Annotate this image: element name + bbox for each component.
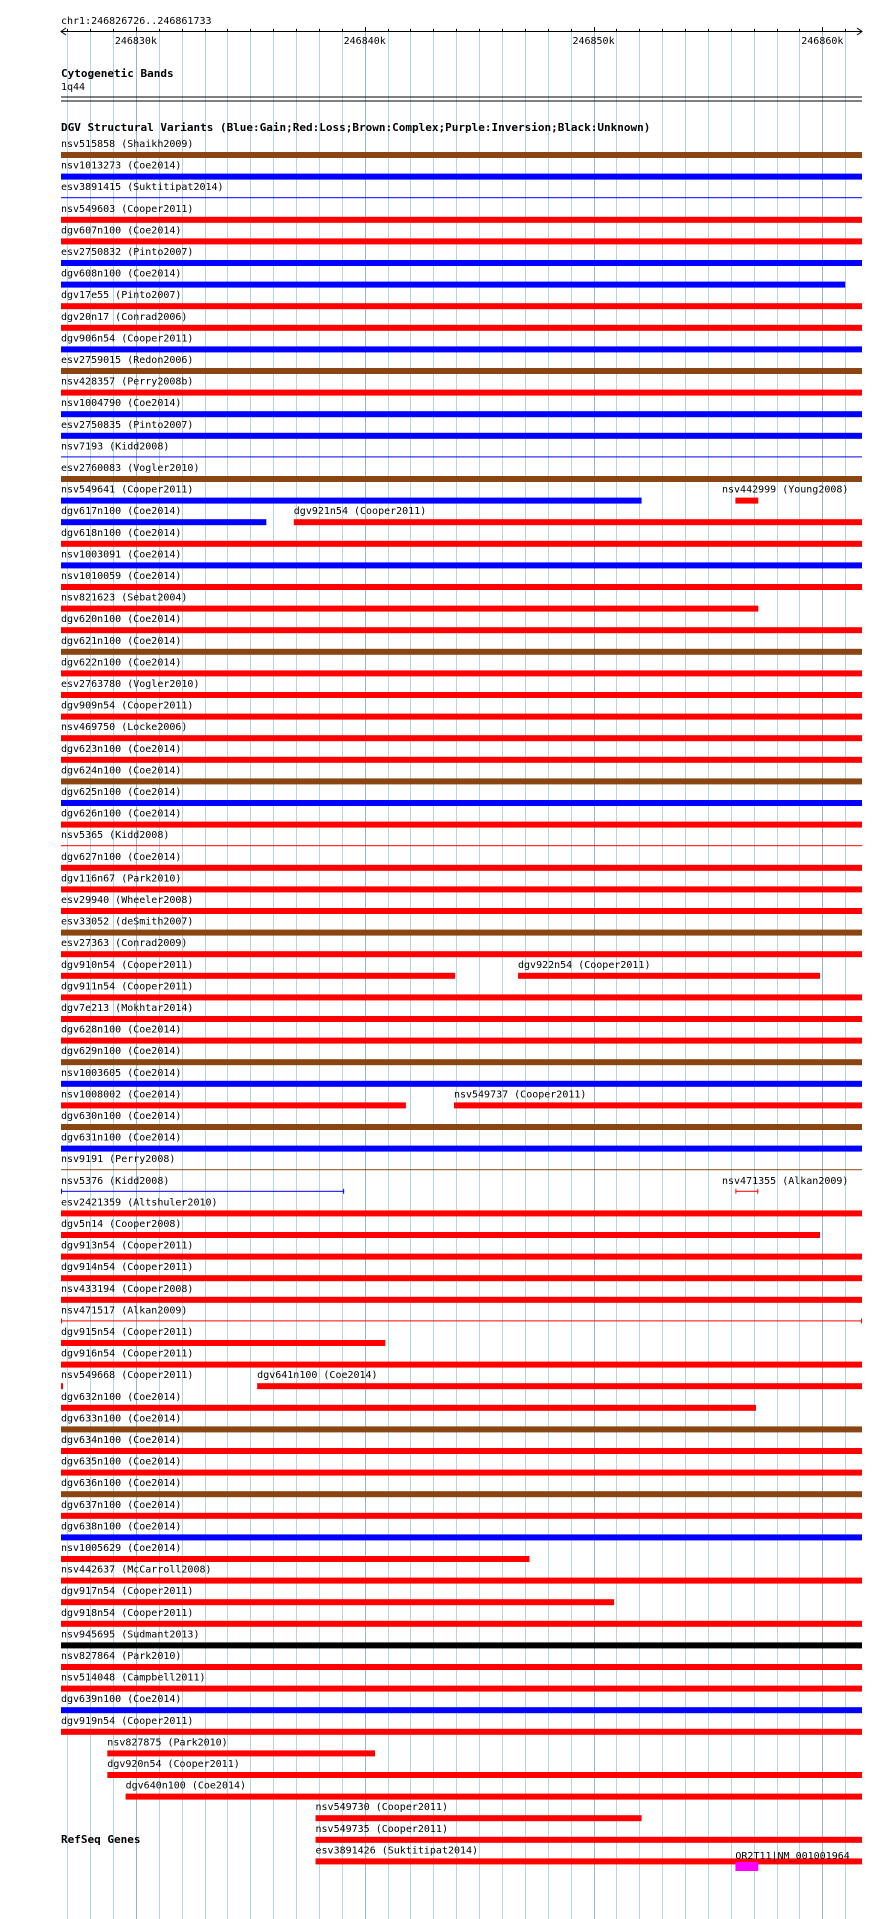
dgv-variant-bar: [61, 1448, 862, 1454]
dgv-variant-label: nsv821623 (Sebat2004): [61, 592, 188, 604]
dgv-variant-label: dgv906n54 (Cooper2011): [61, 333, 194, 345]
ruler-tick-label: 246840k: [343, 36, 386, 47]
dgv-variant[interactable]: [61, 1565, 862, 1584]
dgv-variant-bar: [61, 1059, 862, 1065]
dgv-variant-bar: [107, 1772, 862, 1778]
dgv-variant-label: nsv9191 (Perry2008): [61, 1154, 176, 1166]
dgv-variant[interactable]: [61, 1457, 862, 1476]
refseq-track-title: RefSeq Genes: [61, 1833, 141, 1846]
dgv-variant[interactable]: [61, 765, 862, 784]
dgv-variant-label: nsv469750 (Locke2006): [61, 722, 188, 734]
dgv-variant[interactable]: [61, 1284, 862, 1303]
dgv-variant[interactable]: [61, 701, 862, 720]
dgv-variant-label: nsv1010059 (Coe2014): [61, 571, 182, 582]
dgv-variant-bar: [61, 368, 862, 374]
dgv-variant-label: nsv827864 (Park2010): [61, 1651, 182, 1662]
dgv-variant-label: dgv641n100 (Coe2014): [257, 1370, 378, 1382]
dgv-variant[interactable]: [61, 1262, 862, 1281]
dgv-variant-label: dgv607n100 (Coe2014): [61, 225, 182, 237]
dgv-variant-bar: [61, 1578, 862, 1584]
dgv-variant-bar: [61, 1254, 862, 1260]
dgv-variant-start-cap: [61, 1189, 62, 1194]
dgv-variant-bar: [61, 714, 862, 720]
dgv-variant-label: dgv622n100 (Coe2014): [61, 657, 182, 669]
dgv-variant-bar: [61, 1102, 406, 1108]
dgv-variant-bar: [61, 606, 758, 612]
dgv-variant[interactable]: [61, 463, 862, 482]
dgv-variant-label: esv3891415 (Suktitipat2014): [61, 182, 224, 194]
dgv-variant-label: nsv515858 (Shaikh2009): [61, 139, 194, 150]
dgv-variant-bar: [61, 973, 455, 979]
dgv-variant-label: dgv608n100 (Coe2014): [61, 268, 182, 280]
dgv-variant-bar: [61, 1729, 862, 1735]
ruler-tick-label: 246830k: [114, 36, 157, 47]
dgv-variant-bar: [61, 692, 862, 698]
dgv-feature-list: [61, 139, 862, 1864]
dgv-variant[interactable]: [61, 1586, 614, 1605]
dgv-variant-label: dgv917n54 (Cooper2011): [61, 1586, 194, 1598]
dgv-variant-bar: [61, 584, 862, 590]
dgv-variant[interactable]: [61, 377, 862, 396]
dgv-variant[interactable]: [454, 1089, 862, 1108]
dgv-variant[interactable]: [61, 679, 862, 698]
dgv-variant-bar: [61, 1556, 529, 1562]
dgv-variant[interactable]: [61, 225, 862, 244]
dgv-variant-label: nsv1004790 (Coe2014): [61, 398, 182, 410]
dgv-variant[interactable]: [61, 1370, 193, 1389]
dgv-variant-bar: [61, 1081, 862, 1087]
ruler-tick-label: 246860k: [801, 36, 844, 47]
dgv-variant-label: dgv634n100 (Coe2014): [61, 1435, 182, 1446]
dgv-variant[interactable]: [61, 1716, 862, 1735]
dgv-variant-bar: [61, 865, 862, 871]
dgv-variant-label: nsv1003605 (Coe2014): [61, 1067, 182, 1079]
dgv-variant-bar: [61, 845, 862, 846]
dgv-variant[interactable]: [61, 938, 862, 957]
dgv-variant-bar: [61, 822, 862, 828]
dgv-variant[interactable]: [61, 722, 862, 741]
dgv-variant-bar: [61, 174, 862, 180]
dgv-variant-label: esv2750835 (Pinto2007): [61, 419, 194, 431]
refseq-gene[interactable]: [735, 1851, 849, 1871]
dgv-variant-label: esv33052 (deSmith2007): [61, 916, 194, 928]
dgv-variant-bar: [61, 433, 862, 439]
dgv-variant[interactable]: [61, 830, 862, 846]
dgv-variant-bar: [61, 1232, 820, 1238]
dgv-variant-label: dgv630n100 (Coe2014): [61, 1111, 182, 1122]
dgv-variant[interactable]: [61, 485, 642, 504]
dgv-variant-label: nsv549737 (Cooper2011): [453, 1089, 587, 1101]
dgv-variant-bar: [61, 1124, 862, 1130]
dgv-variant[interactable]: [61, 1089, 406, 1108]
dgv-variant-bar: [61, 411, 862, 417]
dgv-variant[interactable]: [61, 744, 862, 763]
dgv-variant-bar: [61, 778, 862, 784]
dgv-variant[interactable]: [61, 1521, 862, 1540]
dgv-variant-bar: [61, 800, 862, 806]
dgv-variant-bar: [61, 1362, 862, 1368]
dgv-variant[interactable]: [61, 204, 862, 223]
dgv-variant-label: dgv116n67 (Park2010): [61, 873, 182, 885]
dgv-variant-label: esv2750832 (Pinto2007): [61, 247, 194, 258]
dgv-variant[interactable]: [61, 1154, 862, 1170]
dgv-variant[interactable]: [61, 1025, 862, 1044]
dgv-variant-bar: [61, 303, 862, 309]
dgv-variant-label: nsv433194 (Cooper2008): [61, 1283, 194, 1295]
dgv-variant-bar: [61, 1513, 862, 1519]
dgv-variant-bar: [61, 1470, 862, 1476]
refseq-gene-list: [735, 1851, 849, 1871]
dgv-variant-label: nsv5376 (Kidd2008): [61, 1175, 170, 1187]
dgv-variant[interactable]: [61, 182, 862, 198]
dgv-variant-bar: [454, 1102, 862, 1108]
dgv-variant[interactable]: [61, 290, 862, 309]
dgv-variant-label: nsv442637 (McCarroll2008): [61, 1564, 212, 1576]
dgv-variant[interactable]: [61, 312, 862, 331]
dgv-variant[interactable]: [61, 1219, 820, 1238]
dgv-variant-label: nsv1003091 (Coe2014): [61, 549, 182, 561]
dgv-variant-label: dgv920n54 (Cooper2011): [107, 1759, 240, 1770]
dgv-variant[interactable]: [722, 1176, 848, 1194]
refseq-gene-label: OR2T11|NM_001001964: [735, 1851, 850, 1862]
dgv-variant-bar: [257, 1383, 862, 1389]
dgv-variant-label: esv2421359 (Altshuler2010): [61, 1197, 218, 1209]
dgv-variant-label: dgv631n100 (Coe2014): [61, 1132, 182, 1144]
dgv-variant-bar: [61, 1275, 862, 1281]
dgv-variant[interactable]: [61, 398, 862, 417]
dgv-variant[interactable]: [257, 1370, 862, 1389]
dgv-variant[interactable]: [61, 1003, 862, 1022]
dgv-variant-label: dgv620n100 (Coe2014): [61, 614, 182, 626]
refseq-gene-bar: [735, 1862, 758, 1871]
dgv-variant[interactable]: [61, 787, 862, 806]
dgv-variant-bar: [735, 1191, 758, 1192]
dgv-variant-label: esv29940 (Wheeler2008): [61, 895, 194, 906]
dgv-variant[interactable]: [61, 636, 862, 655]
dgv-variant[interactable]: [61, 247, 862, 266]
dgv-variant-bar: [61, 1169, 862, 1170]
dgv-variant-bar: [61, 238, 862, 244]
dgv-variant-bar: [61, 757, 862, 763]
dgv-variant[interactable]: [61, 528, 862, 547]
dgv-variant-bar: [61, 1297, 862, 1303]
dgv-variant-bar: [316, 1815, 642, 1821]
dgv-variant[interactable]: [61, 1176, 344, 1194]
dgv-variant-label: nsv514048 (Campbell2011): [61, 1672, 206, 1684]
dgv-variant-label: dgv916n54 (Cooper2011): [61, 1348, 194, 1360]
dgv-variant-label: dgv918n54 (Cooper2011): [61, 1607, 194, 1619]
cytoband-label[interactable]: 1q44: [61, 82, 86, 93]
dgv-variant[interactable]: [61, 1111, 862, 1130]
dgv-variant-label: dgv638n100 (Coe2014): [61, 1521, 182, 1533]
dgv-variant[interactable]: [61, 895, 862, 914]
dgv-variant-bar: [61, 541, 862, 547]
dgv-variant-label: dgv625n100 (Coe2014): [61, 787, 182, 798]
dgv-variant-bar: [61, 519, 266, 525]
dgv-variant-label: dgv20n17 (Conrad2006): [61, 311, 188, 323]
dgv-variant[interactable]: [61, 161, 862, 180]
dgv-variant[interactable]: [61, 441, 862, 457]
dgv-variant-bar: [61, 908, 862, 914]
dgv-variant-bar: [61, 670, 862, 676]
dgv-variant-label: dgv627n100 (Coe2014): [61, 851, 182, 863]
dgv-variant[interactable]: [61, 960, 455, 979]
dgv-variant-start-cap: [61, 1318, 62, 1323]
dgv-variant[interactable]: [61, 1673, 862, 1692]
dgv-variant-bar: [61, 1621, 862, 1627]
dgv-variant[interactable]: [61, 269, 845, 288]
dgv-variant-label: nsv471517 (Alkan2009): [61, 1305, 188, 1317]
dgv-variant-bar: [61, 1320, 862, 1321]
dgv-variant-label: nsv945695 (Sudmant2013): [61, 1629, 200, 1641]
dgv-variant-bar: [61, 1016, 862, 1022]
dgv-variant[interactable]: [61, 614, 862, 633]
dgv-variant-label: dgv5n14 (Cooper2008): [61, 1219, 182, 1230]
dgv-variant-label: nsv428357 (Perry2008b): [61, 376, 194, 388]
dgv-variant-bar: [61, 498, 642, 504]
dgv-variant-label: dgv919n54 (Cooper2011): [61, 1715, 194, 1727]
dgv-variant-label: dgv633n100 (Coe2014): [61, 1413, 182, 1425]
dgv-variant-label: esv2760083 (Vogler2010): [61, 463, 200, 474]
dgv-variant-bar: [61, 217, 862, 223]
dgv-variant[interactable]: [61, 1068, 862, 1087]
dgv-variant-label: dgv636n100 (Coe2014): [61, 1478, 182, 1490]
cytoband-track: [61, 67, 862, 101]
dgv-variant[interactable]: [518, 960, 820, 979]
dgv-variant-bar: [735, 498, 758, 504]
dgv-variant[interactable]: [61, 1392, 756, 1411]
dgv-variant-label: nsv1008002 (Coe2014): [61, 1089, 182, 1101]
dgv-variant-label: dgv637n100 (Coe2014): [61, 1499, 182, 1511]
dgv-variant-label: dgv914n54 (Cooper2011): [61, 1262, 194, 1274]
dgv-variant[interactable]: [61, 1629, 862, 1648]
dgv-variant-label: dgv624n100 (Coe2014): [61, 765, 182, 777]
dgv-variant[interactable]: [61, 917, 862, 936]
dgv-variant[interactable]: [61, 1349, 862, 1368]
dgv-variant-bar: [316, 1837, 862, 1843]
dgv-variant[interactable]: [126, 1781, 862, 1800]
dgv-variant-bar: [107, 1750, 375, 1756]
dgv-variant[interactable]: [61, 1694, 862, 1713]
dgv-variant-bar: [518, 973, 820, 979]
dgv-variant-bar: [61, 930, 862, 936]
dgv-variant-label: esv3891426 (Suktitipat2014): [315, 1845, 479, 1857]
dgv-variant-bar: [61, 456, 862, 457]
dgv-variant-bar: [61, 649, 862, 655]
coordinate-ruler[interactable]: [61, 27, 862, 47]
dgv-variant-bar: [61, 1210, 862, 1216]
dgv-variant-label: dgv618n100 (Coe2014): [61, 527, 182, 539]
dgv-variant[interactable]: [61, 1197, 862, 1216]
dgv-variant[interactable]: [61, 549, 862, 568]
dgv-track: [61, 121, 862, 1864]
dgv-variant-bar: [61, 1191, 344, 1192]
dgv-variant-label: dgv621n100 (Coe2014): [61, 635, 182, 647]
dgv-variant[interactable]: [61, 506, 266, 525]
dgv-variant-bar: [61, 1686, 862, 1692]
dgv-variant-bar: [61, 1534, 862, 1540]
dgv-variant[interactable]: [61, 420, 862, 439]
dgv-variant-bar: [61, 1340, 385, 1346]
dgv-variant-label: esv27363 (Conrad2009): [61, 938, 188, 950]
dgv-variant-label: dgv17e55 (Pinto2007): [61, 290, 182, 302]
dgv-variant-label: dgv910n54 (Cooper2011): [61, 959, 194, 971]
dgv-variant[interactable]: [61, 981, 862, 1000]
dgv-variant-bar: [61, 1426, 862, 1432]
dgv-variant-label: nsv549735 (Cooper2011): [315, 1823, 448, 1835]
dgv-variant[interactable]: [61, 657, 862, 676]
dgv-variant-label: dgv911n54 (Cooper2011): [61, 981, 194, 993]
dgv-variant-bar: [61, 1642, 862, 1648]
dgv-variant[interactable]: [107, 1737, 375, 1756]
dgv-variant-label: dgv7e213 (Mokhtar2014): [61, 1003, 194, 1014]
dgv-variant[interactable]: [61, 593, 758, 612]
dgv-variant-bar: [126, 1794, 862, 1800]
dgv-variant[interactable]: [61, 333, 862, 352]
dgv-variant-bar: [61, 1146, 862, 1152]
dgv-variant[interactable]: [61, 852, 862, 871]
dgv-variant[interactable]: [61, 1413, 862, 1432]
dgv-variant[interactable]: [61, 1478, 862, 1497]
dgv-variant-label: dgv635n100 (Coe2014): [61, 1456, 182, 1468]
dgv-variant[interactable]: [107, 1759, 862, 1778]
dgv-variant-end-cap: [757, 1189, 758, 1194]
dgv-variant-label: dgv629n100 (Coe2014): [61, 1046, 182, 1058]
dgv-variant-label: nsv549730 (Cooper2011): [315, 1802, 448, 1814]
dgv-variant-bar: [61, 1038, 862, 1044]
dgv-variant-bar: [61, 476, 862, 482]
dgv-variant-bar: [61, 886, 862, 892]
dgv-variant[interactable]: [61, 1241, 862, 1260]
dgv-variant-bar: [61, 735, 862, 741]
dgv-variant[interactable]: [722, 485, 848, 504]
dgv-variant-bar: [61, 1491, 862, 1497]
dgv-variant-label: nsv1013273 (Coe2014): [61, 160, 182, 172]
dgv-variant-label: dgv915n54 (Cooper2011): [61, 1327, 194, 1338]
dgv-variant-bar: [61, 1599, 614, 1605]
dgv-variant-label: dgv922n54 (Cooper2011): [518, 959, 651, 971]
dgv-variant-label: dgv909n54 (Cooper2011): [61, 700, 194, 712]
dgv-variant-bar: [61, 325, 862, 331]
dgv-variant-bar: [61, 346, 862, 352]
dgv-variant-bar: [294, 519, 862, 525]
dgv-variant[interactable]: [61, 1651, 862, 1670]
dgv-variant-label: nsv549603 (Cooper2011): [61, 203, 194, 215]
dgv-variant-label: dgv921n54 (Cooper2011): [293, 506, 427, 518]
dgv-variant-label: dgv632n100 (Coe2014): [61, 1391, 182, 1403]
dgv-variant-label: nsv549668 (Cooper2011): [61, 1370, 194, 1382]
dgv-variant-label: dgv640n100 (Coe2014): [125, 1780, 247, 1792]
dgv-variant-label: nsv442999 (Young2008): [722, 484, 849, 496]
dgv-variant-bar: [61, 562, 862, 568]
dgv-variant[interactable]: [61, 139, 862, 158]
dgv-variant[interactable]: [316, 1824, 862, 1843]
dgv-variant-start-cap: [735, 1189, 736, 1194]
dgv-variant[interactable]: [61, 809, 862, 828]
dgv-variant-label: dgv628n100 (Coe2014): [61, 1024, 182, 1036]
dgv-variant[interactable]: [61, 873, 862, 892]
dgv-variant-bar: [61, 994, 862, 1000]
dgv-variant-bar: [61, 282, 845, 288]
location-readout: chr1:246826726..246861733: [61, 16, 212, 27]
dgv-variant-bar: [61, 197, 862, 198]
dgv-variant-bar: [61, 260, 862, 266]
dgv-variant-end-cap: [861, 1318, 862, 1323]
dgv-variant[interactable]: [61, 1327, 385, 1346]
dgv-variant-label: dgv639n100 (Coe2014): [61, 1694, 182, 1706]
dgv-variant[interactable]: [61, 571, 862, 590]
cytoband-track-title: Cytogenetic Bands: [61, 67, 174, 80]
dgv-variant[interactable]: [61, 1543, 529, 1562]
dgv-variant-label: dgv913n54 (Cooper2011): [61, 1240, 194, 1252]
dgv-variant-label: dgv623n100 (Coe2014): [61, 743, 182, 755]
dgv-variant-bar: [61, 1664, 862, 1670]
dgv-variant-bar: [61, 951, 862, 957]
dgv-track-title: DGV Structural Variants (Blue:Gain;Red:Loss;Brown:Complex;Purple:Inversion;Black:Unknown): [61, 121, 651, 134]
dgv-variant-label: nsv7193 (Kidd2008): [61, 441, 170, 453]
dgv-variant[interactable]: [316, 1802, 642, 1821]
ruler-tick-label: 246850k: [572, 36, 615, 47]
dgv-variant-label: dgv617n100 (Coe2014): [61, 506, 182, 518]
dgv-variant-label: nsv827875 (Park2010): [107, 1737, 228, 1749]
dgv-variant[interactable]: [61, 1046, 862, 1065]
dgv-variant-bar: [61, 627, 862, 633]
dgv-variant-label: nsv549641 (Cooper2011): [61, 484, 194, 496]
dgv-variant-label: dgv626n100 (Coe2014): [61, 808, 182, 820]
dgv-variant[interactable]: [61, 1305, 862, 1323]
dgv-variant[interactable]: [61, 1435, 862, 1454]
dgv-variant[interactable]: [61, 1133, 862, 1152]
dgv-variant-bar: [61, 390, 862, 396]
dgv-variant-label: nsv471355 (Alkan2009): [722, 1175, 849, 1187]
dgv-variant-bar: [61, 1707, 862, 1713]
dgv-variant-label: nsv1005629 (Coe2014): [61, 1543, 182, 1554]
dgv-variant-label: esv2759015 (Redon2006): [61, 355, 194, 366]
dgv-variant[interactable]: [61, 1500, 862, 1519]
dgv-variant-bar: [61, 1405, 756, 1411]
dgv-variant[interactable]: [294, 506, 862, 525]
dgv-variant[interactable]: [61, 355, 862, 374]
dgv-variant-bar: [61, 152, 862, 158]
dgv-variant-bar: [61, 1383, 63, 1389]
dgv-variant-label: nsv5365 (Kidd2008): [61, 830, 170, 842]
dgv-variant[interactable]: [61, 1608, 862, 1627]
dgv-variant-label: esv2763780 (Vogler2010): [61, 679, 200, 690]
dgv-variant-end-cap: [343, 1189, 344, 1194]
